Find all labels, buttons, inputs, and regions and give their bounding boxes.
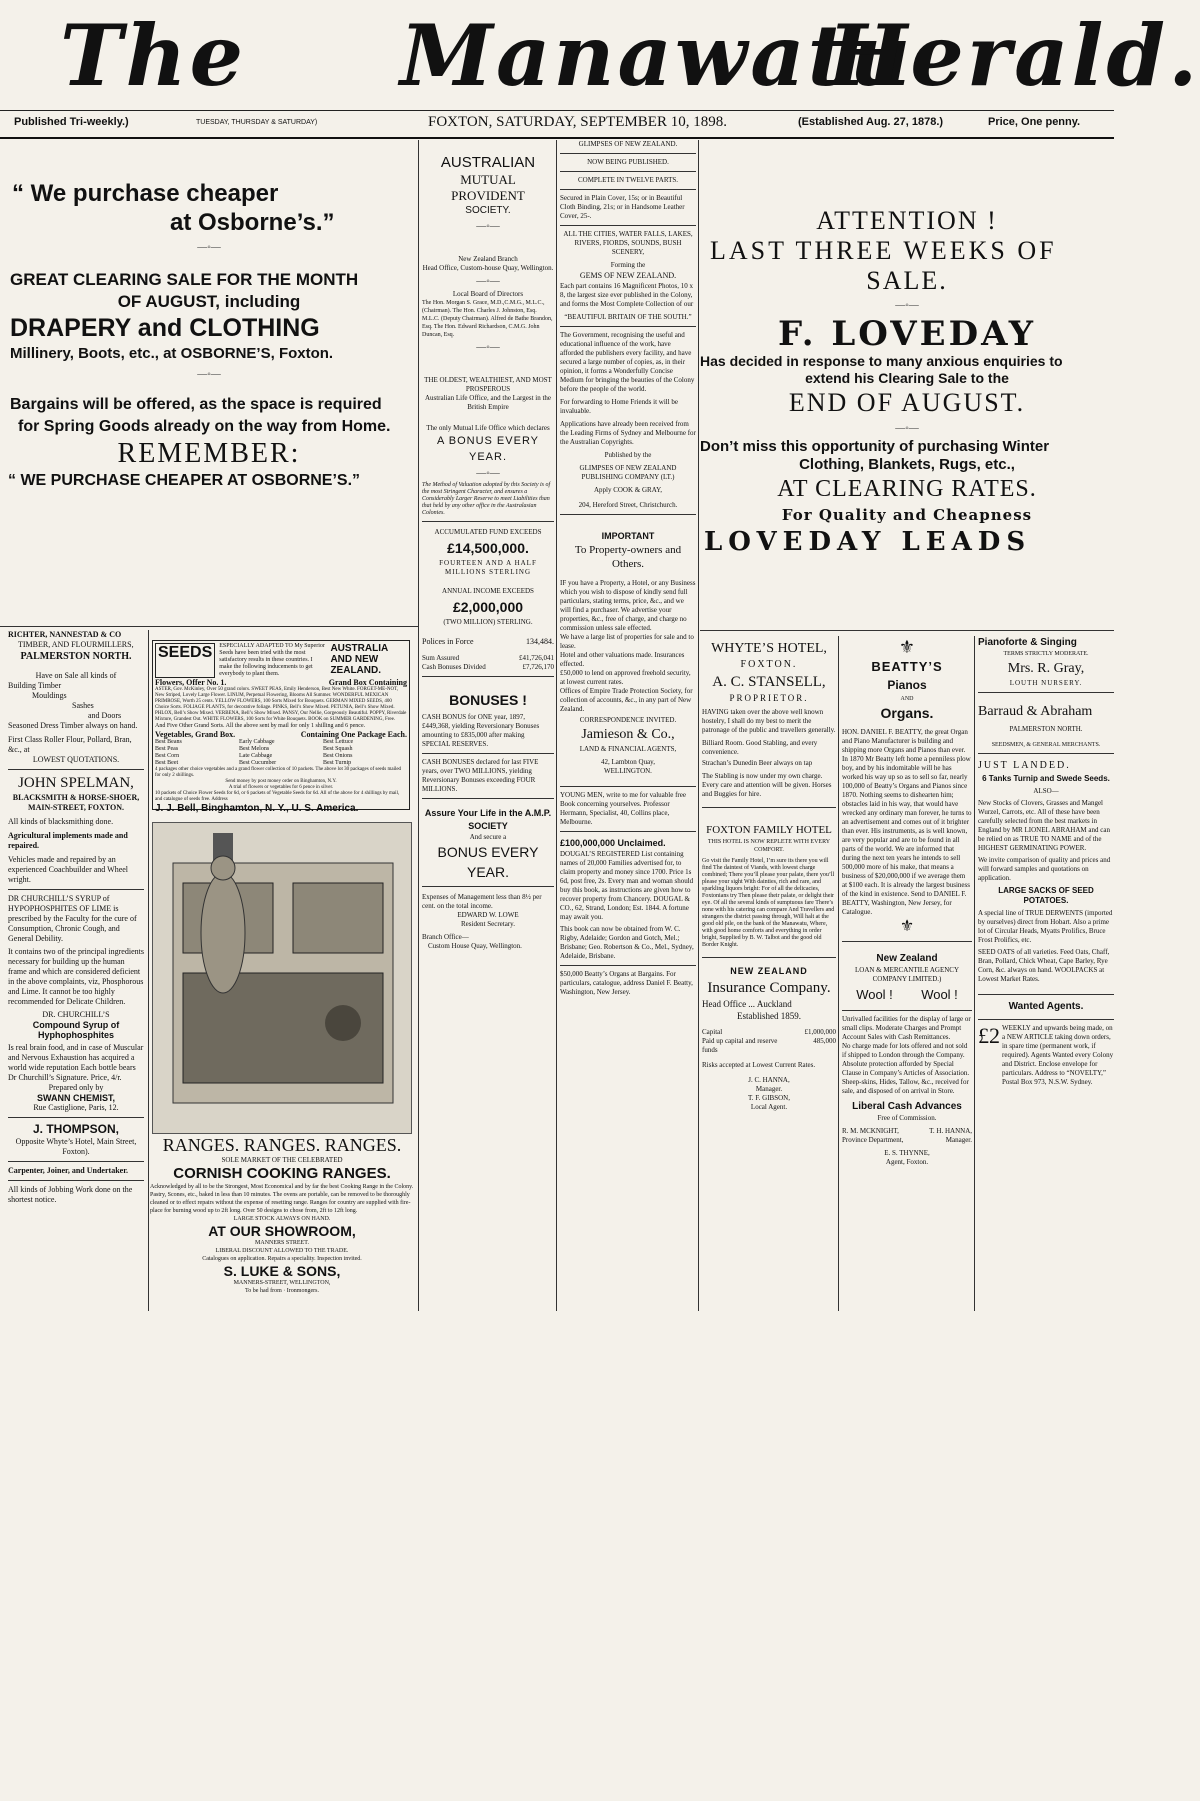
richter-doors: and Doors xyxy=(88,711,122,720)
ranges-street: MANNERS STREET. xyxy=(255,1240,309,1246)
divider xyxy=(560,326,696,327)
divider xyxy=(8,1161,144,1162)
divider xyxy=(422,676,554,677)
ranges-cornish: CORNISH COOKING RANGES. xyxy=(173,1165,391,1182)
divider-ornament: —◦— xyxy=(895,300,919,311)
seeds-veg-item: Best Squash xyxy=(323,746,353,752)
barraud-also: ALSO— xyxy=(1033,787,1059,795)
seeds-region: AUSTRALIA AND NEW ZEALAND. xyxy=(330,643,388,676)
amp-board: Local Board of Directors xyxy=(452,290,524,298)
property-lambton: 42, Lambton Quay, xyxy=(601,758,655,766)
nzloan-thynne: E. S. THYNNE, xyxy=(884,1149,930,1157)
glimpses-home-friends: For forwarding to Home Friends it will be invaluable. xyxy=(560,398,679,415)
insurance-risks: Risks accepted at Lowest Current Rates. xyxy=(702,1061,816,1069)
divider xyxy=(702,807,836,808)
richter-trade: TIMBER, AND FLOURMILLERS, xyxy=(18,640,134,649)
glimpses-applications: Applications have already been received from the Leading Firms of Sydney and Melbourne for the Australian Copyrights. xyxy=(560,420,696,446)
nzloan-free-commission: Free of Commission. xyxy=(877,1114,937,1122)
whyte-text-2: Billiard Room. Good Stabling, and every convenience. xyxy=(702,739,818,756)
osborne-slogan-1: “ We purchase cheaper xyxy=(12,180,279,207)
barraud-potatoes: LARGE SACKS OF SEED POTATOES. xyxy=(998,886,1094,905)
ranges-stock: LARGE STOCK ALWAYS ON HAND. xyxy=(233,1216,331,1222)
young-men-ad: YOUNG MEN, write to me for valuable free Book concerning yourselves. Professor Hermann, Specialist, 40, Collins place, Melbourne. xyxy=(560,791,686,826)
barraud-stocks: New Stocks of Clovers, Grasses and Mangel Wurzel, Carrots, etc. All of these have been carefully selected from the best markets in England by MR LIONEL ABRAHAM and can be relied on as TRUE TO NAME and of the HIGHEST GERMINATING POWER. xyxy=(978,799,1110,852)
amp-largest: Australian Life Office, and the Largest in the British Empire xyxy=(424,394,552,411)
nzloan-cash-advances: Liberal Cash Advances xyxy=(852,1101,962,1112)
ranges-ironmongers: To be had from · Ironmongers. xyxy=(245,1288,319,1294)
richter-sale: Have on Sale all kinds of xyxy=(35,671,117,680)
glimpses-gems: GEMS OF NEW ZEALAND. xyxy=(579,271,677,280)
seeds-ad xyxy=(152,640,410,814)
spelman-service-2: Agricultural implements made and repaired. xyxy=(8,831,128,850)
beatty-text: HON. DANIEL F. BEATTY, the great Organ and Piano Manufacturer is building and shipping more Organs and Pianos than ever. In 1870 Mr Beatty left home a penniless plow boy, and by his indomitable will he has worked his way up so as to sell so far, nearly 100,000 of Beatty’s Organs and Pianos since 1870. Nothing seems to dishearten him; obstacles laid in his way, that would have wrecked any ordinary man forever, he turns to an advertisement and comes out of it brighter than ever. His instruments, as is well known, are very popular and are to be found in all parts of the world. We are informed that during the next ten years he intends to sell 500,000 more of his make, that means a business of $20,000,000 if we average them at $100 each. It is already the largest business of the kind in existence. Send to DANIEL F. BEATTY, Washington, New Jersey, for Catalogue. xyxy=(842,728,972,916)
beatty-ornament-icon-2: ⚜ xyxy=(899,918,915,935)
ranges-discount: LIBERAL DISCOUNT ALLOWED TO THE TRADE. xyxy=(215,1248,349,1254)
thompson-address: Opposite Whyte’s Hotel, Main Street, Foxton). xyxy=(15,1137,137,1156)
osborne-remember: REMEMBER: xyxy=(117,438,301,469)
richter-name: RICHTER, NANNESTAD & CO xyxy=(8,630,122,639)
nzloan-wool-2: Wool ! xyxy=(921,987,958,1002)
right-column xyxy=(978,636,1114,1311)
churchill-chemist: SWANN CHEMIST, xyxy=(36,1093,115,1103)
seeds-intro: ESPECIALLY ADAPTED TO My Superior Seeds have been tried with the most satisfactory results in these countries. I make the following inducements to get everybody to plant them. xyxy=(219,643,325,677)
publish-days: TUESDAY, THURSDAY & SATURDAY) xyxy=(196,119,318,126)
richter-town: PALMERSTON NORTH. xyxy=(20,651,132,662)
ranges-catalogues: Catalogues on application. Repairs a speciality. Inspection invited. xyxy=(202,1256,362,1262)
nzloan-text-1: Unrivalled facilities for the display of large or small clips. Moderate Charges and Prompt Account Sales with Cash Remittances. xyxy=(842,1015,971,1041)
unclaimed-heading: £100,000,000 Unclaimed. xyxy=(560,838,666,848)
insurance-reserve-label: Paid up capital and reserve funds xyxy=(702,1037,778,1054)
wanted-text: WEEKLY and upwards being made, on a NEW ARTICLE taking down orders, in spare time (permanent work, if required). Agents Wanted every Colony and District. Enclose envelope for particulars. Address to “NOVELTY,” Postal Box 973, N.S.W. Sydney. xyxy=(1002,1024,1114,1086)
property-text-1: IF you have a Property, a Hotel, or any Business which you wish to dispose of kindly send full particulars, stating terms, price, &c., and we will find a purchaser. We advertise your properties, &c., free of charge, and charge no commission unless sale effected. xyxy=(560,579,696,632)
issue-date: FOXTON, SATURDAY, SEPTEMBER 10, 1898. xyxy=(428,114,727,130)
insurance-hanna: J. C. HANNA, xyxy=(748,1076,790,1084)
amp-bonus-every-year: A BONUS EVERY YEAR. xyxy=(436,435,540,463)
divider xyxy=(978,1019,1114,1020)
range-illustration-icon xyxy=(153,823,411,1133)
price: Price, One penny. xyxy=(988,116,1081,128)
glimpses-apply: Apply COOK & GRAY, xyxy=(593,486,663,494)
insurance-reserve-value: 485,000 xyxy=(813,1037,836,1045)
seeds-vegetables-contents: Containing One Package Each. xyxy=(300,730,407,739)
churchill-text-3: Is real brain food, and in case of Muscular and Nervous Exhaustion has acquired a world wide reputation Each bottle bears Dr Churchill’s Signature. Price, 4/r. xyxy=(8,1043,144,1082)
osborne-millinery: Millinery, Boots, etc., at OSBORNE’S, Foxton. xyxy=(10,345,334,362)
osborne-slogan-2: at Osborne’s.” xyxy=(170,209,335,236)
ranges-showroom: AT OUR SHOWROOM, xyxy=(208,1223,356,1239)
divider xyxy=(700,630,1114,631)
divider xyxy=(978,692,1114,693)
amp-accumulated-value: £14,500,000. xyxy=(447,540,529,556)
amp-bonus-every-year-2: BONUS EVERY YEAR. xyxy=(437,844,539,880)
family-hotel-name: FOXTON FAMILY HOTEL xyxy=(706,824,832,836)
amp-fourteen-millions: FOURTEEN AND A HALF MILLIONS STERLING xyxy=(439,559,537,576)
divider xyxy=(422,886,554,887)
property-jamieson: Jamieson & Co., xyxy=(581,727,675,742)
amp-secure: And secure a xyxy=(469,833,507,841)
osborne-drapery: DRAPERY and CLOTHING xyxy=(10,314,320,342)
amp-assure: Assure Your Life in the A.M.P. SOCIETY xyxy=(424,808,552,831)
divider xyxy=(978,753,1114,754)
barraud-just-landed: JUST LANDED. xyxy=(978,760,1071,771)
gray-nursery: LOUTH NURSERY. xyxy=(1009,679,1083,687)
divider xyxy=(560,189,696,190)
osborne-slogan-3: “ WE PURCHASE CHEAPER AT OSBORNE’S.” xyxy=(8,472,361,489)
ranges-luke-sons: S. LUKE & SONS, xyxy=(223,1263,341,1279)
divider xyxy=(560,786,696,787)
loveday-attention: ATTENTION ! xyxy=(816,206,998,235)
glimpses-cities: ALL THE CITIES, WATER FALLS, LAKES, RIVERS, FIORDS, SOUNDS, BUSH SCENERY, xyxy=(563,230,693,256)
divider xyxy=(560,965,696,966)
divider-ornament: —◦— xyxy=(476,221,500,232)
spelman-service-3: Vehicles made and repaired by an experienced Coachbuilder and Wheel wright. xyxy=(8,855,129,884)
loveday-ad xyxy=(700,206,1114,586)
whyte-text-4: The Stabling is now under my own charge. Every care and attention will be given. Horses and Buggies for hire. xyxy=(702,772,832,798)
osborne-spring-goods: for Spring Goods already on the way from Home. xyxy=(18,418,391,435)
spelman-trade: BLACKSMITH & HORSE-SHOER, xyxy=(12,793,140,802)
seeds-vegetable-table xyxy=(155,739,407,767)
barraud-invite: We invite comparison of quality and prices and will forward samples and quotations on application. xyxy=(978,856,1111,882)
spelman-name: JOHN SPELMAN, xyxy=(18,775,134,791)
richter-flour: First Class Roller Flour, Pollard, Bran, &c., at xyxy=(8,735,132,754)
churchill-compound: Compound Syrup of Hyphophosphites xyxy=(32,1020,120,1040)
seeds-veg-note: 4 packages other choice vegetables and a grand flower collection of 10 packets. The above lot 30 packages of seeds mailed for only 2 shillings. xyxy=(155,767,402,778)
osborne-bargains: Bargains will be offered, as the space is required xyxy=(10,396,382,413)
beatty-organs-ad: $50,000 Beatty’s Organs at Bargains. For particulars, catalogue, address Daniel F. Beatty, Washington, New Jersey. xyxy=(560,970,693,996)
divider xyxy=(978,994,1114,995)
seeds-packets: 10 packets of Choice Flower Seeds for 6d, or 6 packets of Vegetable Seeds for 6d. All of the above for 4 shillings by mail, and catalogue of seeds free. Address xyxy=(155,791,400,802)
amp-oldest: THE OLDEST, WEALTHIEST, AND MOST PROSPEROUS xyxy=(424,376,552,393)
amp-valuation: The Method of Valuation adopted by this Society is of the most Stringent Character, and ensures a Considerably Larger Reserve to meet Liabilities than that held by any other office in the Australasian Colonies. xyxy=(422,482,551,516)
amp-mutual-office: The only Mutual Life Office which declares xyxy=(426,424,550,432)
spelman-service-1: All kinds of blacksmithing done. xyxy=(8,817,114,826)
insurance-gibson: T. F. GIBSON, xyxy=(748,1094,790,1102)
richter-dress-timber: Seasoned Dress Timber always on hand. xyxy=(8,721,138,730)
nzloan-agent: Agent, Foxton. xyxy=(885,1158,929,1166)
barraud-tanks: 6 Tanks Turnip and Swede Seeds. xyxy=(982,774,1110,783)
richter-sashes: Sashes xyxy=(72,701,94,710)
nzloan-manager: Manager. xyxy=(945,1136,972,1144)
nzloan-province: Province Department, xyxy=(842,1136,904,1144)
insurance-established: Established 1859. xyxy=(737,1011,801,1021)
amp-annual-income: ANNUAL INCOME EXCEEDS xyxy=(442,587,534,595)
nzloan-text-4: Sheep-skins, Hides, Tallow, &c., received for sale, and disposed of on arrival in Store. xyxy=(842,1078,969,1095)
masthead xyxy=(0,0,1200,110)
amp-cash-bonuses-label: Cash Bonuses Divided xyxy=(422,663,486,671)
insurance-manager: Manager. xyxy=(755,1085,783,1093)
property-agents: LAND & FINANCIAL AGENTS, xyxy=(579,745,677,753)
glimpses-forming: Forming the xyxy=(610,261,646,269)
glimpses-now-published: NOW BEING PUBLISHED. xyxy=(587,158,669,166)
thompson-trade: Carpenter, Joiner, and Undertaker. xyxy=(8,1166,129,1175)
whyte-proprietor-name: A. C. STANSELL, xyxy=(712,674,826,690)
nzloan-wool-1: Wool ! xyxy=(856,987,893,1002)
property-wellington: WELLINGTON. xyxy=(604,767,652,775)
amp-two-million: (TWO MILLION) STERLING. xyxy=(443,618,533,626)
hotels-column xyxy=(702,640,836,1311)
column-rule xyxy=(698,140,699,1311)
nzloan-hanna: T. H. HANNA, xyxy=(929,1127,972,1135)
divider xyxy=(8,769,144,770)
seeds-flower-list: ASTER, Gov. McKinley, Over 50 grand colors. SWEET PEAS, Emily Henderson, Best New White. FORGET-ME-NOT, New Striped, Lovely Large Flower. LINUM, Perpetual Flowering, Blooms All Summer. WONDERFUL MEXICAN PRIMROSE, Worth 25 cents. YELLOW FLOWERS, 100 Sorts Mixed for Bouquets. GERMAN MIXED SEEDS, 400 Choice Sorts. FOLIAGE PLANTS, for decorative foliage. PINKS, Bell’s Show Mixed. PETUNIA, Bell’s Show Mixed. PHLOX, Bell’s Show Mixed. VERBENA, Bell’s Show Mixed. PANSY, Our Nellie, Gorgeously Beautiful. POPPY, Riverdale Mixture, Grandest Out. WHITE FLOWERS, 100 Sorts for White Bouquets. BOOK on SUMMER GARDENING, Free. xyxy=(155,687,407,722)
dateline xyxy=(0,110,1114,139)
loveday-end-of-august: END OF AUGUST. xyxy=(788,388,1026,417)
masthead-the: The xyxy=(60,6,247,105)
ranges-sole-market: SOLE MARKET OF THE CELEBRATED xyxy=(221,1156,343,1164)
richter-mouldings: Mouldings xyxy=(32,691,67,700)
divider-ornament: —◦— xyxy=(197,242,221,253)
loveday-sale: SALE. xyxy=(866,266,948,295)
amp-cash-bonuses-value: £7,726,170 xyxy=(522,663,554,671)
thompson-name: J. THOMPSON, xyxy=(32,1122,119,1136)
masthead-manawatu: Manawatu xyxy=(400,6,914,105)
amp-lowe: EDWARD W. LOWE xyxy=(457,911,519,919)
wanted-pound-figure: £2 xyxy=(978,1023,1000,1048)
churchill-text-1: DR CHURCHILL’S SYRUP of HYPOPHOSPHITES OF LIME is prescribed by the Faculty for the cure of Consumption, Chronic Cough, and General Debility. xyxy=(8,894,137,943)
column-rule xyxy=(974,636,975,1311)
beatty-and: AND xyxy=(900,696,914,702)
beatty-pianos-column xyxy=(842,636,972,1311)
loveday-name: F. LOVEDAY xyxy=(777,314,1037,354)
amp-branch: New Zealand Branch xyxy=(458,255,518,263)
beatty-pianos: Pianos xyxy=(887,678,927,692)
divider xyxy=(422,521,554,522)
glimpses-photos: Each part contains 16 Magnificent Photos, 10 x 8, the largest size ever published in the Colony, and forms the Most Complete Collection of our xyxy=(560,282,694,308)
divider xyxy=(422,798,554,799)
amp-title-2: MUTUAL PROVIDENT xyxy=(451,172,525,203)
osborne-august: OF AUGUST, including xyxy=(117,292,301,311)
osborne-clearing-sale: GREAT CLEARING SALE FOR THE MONTH xyxy=(10,270,359,289)
insurance-capital-label: Capital xyxy=(702,1028,723,1036)
barraud-derwents: A special line of TRUE DERWENTS (imported by ourselves) direct from Hobart. Also a prime lot of Circular Heads, Myatts Prolifics, Bruce Frost Prolifics, etc. xyxy=(978,909,1113,944)
property-text-2: We have a large list of properties for sale and to lease. xyxy=(560,633,694,650)
loveday-dont-miss: Don’t miss this opportunity of purchasing Winter xyxy=(700,438,1050,455)
seeds-veg-item: Best Corn xyxy=(155,753,180,759)
glimpses-column xyxy=(560,140,696,1311)
amp-sum-assured-label: Sum Assured xyxy=(422,654,460,662)
left-narrow-column xyxy=(8,630,144,1801)
ranges-headline: RANGES. RANGES. RANGES. xyxy=(162,1135,402,1155)
property-correspondence: CORRESPONDENCE INVITED. xyxy=(579,716,677,724)
divider xyxy=(8,889,144,890)
amp-polices-value: 134,484. xyxy=(526,637,554,646)
insurance-local-agent: Local Agent. xyxy=(750,1103,788,1111)
glimpses-twelve-parts: COMPLETE IN TWELVE PARTS. xyxy=(577,176,679,184)
gray-terms: TERMS STRICTLY MODERATE. xyxy=(1003,651,1089,657)
osborne-ad xyxy=(0,180,418,590)
divider-ornament: —◦— xyxy=(476,276,500,287)
property-important: IMPORTANT xyxy=(601,531,655,541)
amp-expenses: Expenses of Management less than 8½ per cent. on the total income. xyxy=(422,893,542,910)
seeds-grand-box: Grand Box Containing xyxy=(328,678,407,687)
seeds-money-order: Send money by post money order on Binghamton, N.Y. xyxy=(225,779,337,784)
divider xyxy=(560,171,696,172)
wanted-heading: Wanted Agents. xyxy=(1008,1001,1084,1012)
published-frequency: Published Tri-weekly.) xyxy=(14,116,129,128)
family-hotel-subtitle: THIS HOTEL IS NOW REPLETE WITH EVERY COMFORT. xyxy=(707,839,831,853)
amp-branch-office: Branch Office— xyxy=(422,933,469,941)
glimpses-title: GLIMPSES OF NEW ZEALAND. xyxy=(578,140,678,148)
amp-head-office: Head Office, Custom-house Quay, Wellington. xyxy=(422,264,554,272)
seeds-veg-item: Late Cabbage xyxy=(239,753,273,759)
barraud-town: PALMERSTON NORTH. xyxy=(1009,725,1083,733)
insurance-capital-value: £1,000,000 xyxy=(804,1028,836,1036)
amp-accumulated: ACCUMULATED FUND EXCEEDS xyxy=(434,528,542,536)
beatty-ornament-icon: ⚜ xyxy=(898,637,916,657)
richter-timber: Building Timber xyxy=(8,681,62,690)
column-rule xyxy=(418,140,419,1311)
barraud-oats: SEED OATS of all varieties. Feed Oats, Chaff, Bran, Pollard, Chick Wheat, Cape Barley, Rye Corn, &c. always on hand. WOOLPACKS at Lowest Market Rates. xyxy=(978,948,1110,983)
ranges-luke-address: MANNERS-STREET, WELLINGTON, xyxy=(233,1280,331,1286)
churchill-text-2: It contains two of the principal ingredients necessary for building up the human frame and which are considered deficient in the above complaints, viz, Phosphorous and Lime. It cannot be too highly recommended for Delicate Children. xyxy=(8,947,144,1006)
established-date: (Established Aug. 27, 1878.) xyxy=(798,116,944,128)
churchill-address: Rue Castiglione, Paris, 12. xyxy=(33,1103,119,1112)
barraud-seedsmen: SEEDSMEN, & GENERAL MERCHANTS. xyxy=(991,742,1101,748)
seeds-flower-price: And Five Other Grand Sorts. All the above sent by mail for only 1 shilling and 6 pence. xyxy=(155,723,366,729)
glimpses-address: 204, Hereford Street, Christchurch. xyxy=(578,501,678,509)
seeds-trial: A trial of flowers or vegetables for 6 pence in silver. xyxy=(228,785,334,790)
glimpses-covers: Secured in Plain Cover, 15s; or in Beautiful Cloth Binding, 21s; or in Handsome Leather Cover, 25-. xyxy=(560,194,685,220)
nzloan-mcknight: R. M. MCKNIGHT, xyxy=(842,1127,899,1135)
amp-cash-bonus-five-years: CASH BONUSES declared for last FIVE years, over TWO MILLIONS, yielding Reversionary Bonuses exceeding FOUR MILLIONS. xyxy=(422,758,539,793)
amp-resident-secretary: Resident Secretary. xyxy=(461,920,515,928)
amp-annual-income-value: £2,000,000 xyxy=(452,599,524,615)
whyte-proprietor: PROPRIETOR. xyxy=(729,693,809,703)
beatty-name: BEATTY’S xyxy=(871,659,943,674)
loveday-last-weeks: LAST THREE WEEKS OF xyxy=(710,236,1057,265)
insurance-nz: NEW ZEALAND xyxy=(730,966,808,976)
whyte-text-1: HAVING taken over the above well known hostelry, I shall do my best to merit the patronage of the public and travellers generally. xyxy=(702,708,836,734)
divider xyxy=(8,1180,144,1181)
seeds-address: J. J. Bell, Binghamton, N. Y., U. S. America. xyxy=(155,803,359,814)
property-text-3: Hotel and other valuations made. Insurances effected. xyxy=(560,651,685,668)
cooking-range-engraving xyxy=(152,822,412,1134)
amp-directors: The Hon. Morgan S. Grace, M.D.,C.M.G., M.L.C., (Chairman). The Hon. Charles J. Johnston, Esq. M.L.C. (Deputy Chairman). Alfred de Bathe Brandon, Esq. The Hon. Edward Richardson, C.M.G. John Duncan, Esq. xyxy=(422,300,553,338)
divider xyxy=(0,626,418,627)
gray-pianoforte: Pianoforte & Singing xyxy=(978,637,1077,648)
amp-polices-label: Polices in Force xyxy=(422,637,474,646)
seeds-title: SEEDS xyxy=(155,643,215,678)
amp-bonuses: BONUSES ! xyxy=(449,692,527,708)
divider xyxy=(560,153,696,154)
whyte-text-3: Strachan’s Dunedin Beer always on tap xyxy=(702,759,813,767)
seeds-veg-item: Early Cabbage xyxy=(239,739,275,745)
glimpses-company: GLIMPSES OF NEW ZEALAND PUBLISHING COMPANY (LT.) xyxy=(579,464,677,481)
divider-ornament: —◦— xyxy=(197,369,221,380)
column-rule xyxy=(148,630,149,1311)
divider xyxy=(842,941,972,942)
loveday-extend: extend his Clearing Sale to the xyxy=(805,370,1009,386)
loveday-clothing: Clothing, Blankets, Rugs, etc., xyxy=(799,456,1015,473)
nzloan-company: LOAN & MERCANTILE AGENCY COMPANY LIMITED.) xyxy=(854,966,960,983)
churchill-prepared: Prepared only by xyxy=(48,1083,104,1092)
amp-sum-assured-value: £41,726,041 xyxy=(519,654,554,662)
divider xyxy=(702,957,836,958)
seeds-veg-item: Best Onions xyxy=(323,753,353,759)
divider-ornament: —◦— xyxy=(895,423,919,434)
seeds-flowers-offer: Flowers, Offer No. 1. xyxy=(155,678,227,687)
divider-ornament: —◦— xyxy=(476,468,500,479)
whyte-name: WHYTE’S HOTEL, xyxy=(711,641,827,656)
divider xyxy=(560,514,696,515)
amp-title-1: AUSTRALIAN xyxy=(440,154,536,171)
amp-title-3: SOCIETY. xyxy=(465,205,511,216)
glimpses-published-by: Published by the xyxy=(604,451,652,459)
column-rule xyxy=(556,140,557,1311)
insurance-company: Insurance Company. xyxy=(707,980,831,996)
property-text-4: £50,000 to lend on approved freehold security, at lowest current rates. xyxy=(560,669,691,686)
loveday-quality: For Quality and Cheapness xyxy=(781,506,1033,524)
seeds-veg-item: Best Melons xyxy=(239,746,270,752)
property-heading: To Property-owners and Others. xyxy=(574,544,682,570)
barraud-name: Barraud & Abraham xyxy=(978,704,1093,719)
churchill-heading: DR. CHURCHILL’S xyxy=(42,1010,110,1019)
seeds-veg-item: Best Peas xyxy=(155,746,179,752)
property-text-5: Offices of Empire Trade Protection Society, for collection of accounts, &c., in any part of New Zealand. xyxy=(560,687,693,713)
ranges-description: Acknowledged by all to be the Strongest, Most Economical and by far the best Cooking Range in the Colony. Pastry, Scones, etc., baked in less than 10 minutes. The ovens are portable, can be removed to be thoroughly cleaned or to effect repairs without the expense of resetting range. Ranges for country are supplied with fire-place for burning wood up to 2ft long. Over 50 designs to chose from, 2ft to 12ft long. xyxy=(150,1184,414,1214)
beatty-organs: Organs. xyxy=(880,705,934,721)
glimpses-government: The Government, recognising the useful and educational influence of the work, have afforded the publishers every facility, and have secured a large number of copies, as, in their opinion, it forms a Wonderfully Concise Medium for bringing the beauties of the Colony before the people of the world. xyxy=(560,331,695,393)
divider xyxy=(560,831,696,832)
seeds-veg-item: Best Beet xyxy=(155,760,179,766)
richter-quotations: LOWEST QUOTATIONS. xyxy=(32,755,120,764)
divider xyxy=(842,1010,972,1011)
loveday-decided: Has decided in response to many anxious enquiries to xyxy=(700,353,1063,369)
seeds-veg-item: Best Lettuce xyxy=(323,739,354,745)
glimpses-beautiful-britain: “BEAUTIFUL BRITAIN OF THE SOUTH.” xyxy=(564,313,692,321)
unclaimed-text-1: DOUGAL’S REGISTERED List containing names of 20,000 Families advertised for, to claim property and money since 1700. Price 1s 6d, post free, 2s. Every man and woman should buy this book, as instructions are given how to recover property from Chancery. DOUGAL & CO., 62, Strand, London; Est. 1844. A fortune may await you. xyxy=(560,850,694,921)
divider xyxy=(8,1117,144,1118)
column-rule xyxy=(838,636,839,1311)
whyte-town: FOXTON. xyxy=(740,659,798,670)
seeds-veg-item: Best Beans xyxy=(155,739,182,745)
nzloan-text-2: No charge made for lots offered and not sold if shipped to London through the Company. xyxy=(842,1042,968,1059)
amp-society-column xyxy=(422,140,554,1311)
nzloan-title: New Zealand xyxy=(876,953,938,964)
divider-ornament: —◦— xyxy=(476,342,500,353)
seeds-vegetables: Vegetables, Grand Box. xyxy=(155,730,236,739)
divider xyxy=(422,753,554,754)
thompson-jobbing: All kinds of Jobbing Work done on the shortest notice. xyxy=(8,1185,133,1204)
seeds-veg-item: Best Cucumber xyxy=(239,760,277,766)
masthead-herald: Herald. xyxy=(828,6,1200,105)
loveday-leads: LOVEDAY LEADS xyxy=(704,527,1032,557)
unclaimed-text-2: This book can now be obtained from W. C. Rigby, Adelaide; Gordon and Gotch, Mel.; Brisbane; Geo. Robertson & Co., Mel., Sydney, Adelaide, Brisbane. xyxy=(560,925,694,960)
seeds-veg-item: Best Turnip xyxy=(323,760,352,766)
amp-cash-bonus-1897: CASH BONUS for ONE year, 1897, £449,368, yielding Reversionary Bonuses amounting to £835,000 after making SPECIAL RESERVES. xyxy=(422,713,540,748)
amp-custom-house: Custom House Quay, Wellington. xyxy=(428,942,522,950)
insurance-head-office: Head Office ... Auckland xyxy=(702,999,792,1009)
spelman-address: MAIN-STREET, FOXTON. xyxy=(28,803,124,812)
nzloan-text-3: Absolute protection afforded by Special Clause in Company’s Articles of Association. xyxy=(842,1060,970,1077)
ranges-ad xyxy=(150,1134,414,1311)
family-hotel-poem: Go visit the Family Hotel, I’m sure its there you will find The daintest of Viands, with lowest charge combined; There you’ll please your palate, there you’ll please your sight With dainties, rich and rare, and sparkling liquors bright: For of all the delicacies, Foxtonians try Then please their palate, or delight their eye. Of all the several kinds of sumptuous fare There’s none with his catering can compare And Travellers and strangers the district passing through, Will halt at the good old pile, on the bank of the Manawatu, Where, with good home comforts and everything in order bright, Supplied by B. W. Talbot and the good old Border Knight. xyxy=(702,858,835,948)
divider xyxy=(560,225,696,226)
loveday-clearing-rates: AT CLEARING RATES. xyxy=(777,476,1037,502)
gray-name: Mrs. R. Gray, xyxy=(1007,661,1085,676)
